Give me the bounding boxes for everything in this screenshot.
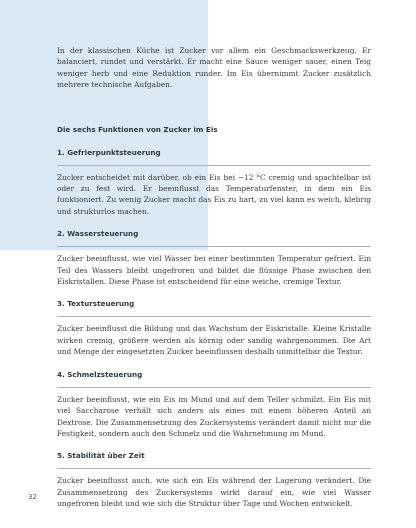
function-2-text: Zucker beeinflusst, wie viel Wasser bei einer bestimmten Temperatur gefriert. Ein Teil des Wassers bleibt ungefroren und bildet die flüssige Phase zwischen den Eiskristallen. Diese Phase ist entscheidend für eine weiche, cremige Textur. xyxy=(57,254,371,287)
function-3-text: Zucker beeinflusst die Bildung und das Wachstum der Eiskristalle. Kleine Kristalle wirken cremig, größere werden als körnig oder sandig wahrgenommen. Die Art und Menge der eingesetzten Zucker beeinflussen deshalb unmittelbar die Textur. xyxy=(57,324,371,357)
function-5-rule xyxy=(57,468,371,469)
page-content xyxy=(57,45,371,510)
function-2-rule xyxy=(57,246,371,247)
function-4-text: Zucker beeinflusst, wie ein Eis im Mund und auf dem Teller schmilzt. Ein Eis mit viel Saccharose verhält sich anders als eines mit einem höheren Anteil an Dextrose. Die Zusammensetzung des Zuckersystems verändert damit nicht nur die Festigkeit, sondern auch den Schmelz und die Wahrnehmung im Mund. xyxy=(57,394,371,438)
function-5-text: Zucker beeinflusst auch, wie sich ein Eis während der Lagerung verändert. Die Zusammensetzung des Zuckersystems wirkt darauf ein, wie viel Wasser ungefroren bleibt und wie sich die Struktur über Tage und Wochen entwickelt. xyxy=(57,476,371,509)
function-3-rule xyxy=(57,316,371,317)
function-2-heading: 2. Wassersteuerung xyxy=(57,229,139,239)
function-5-heading: 5. Stabilität über Zeit xyxy=(57,451,145,461)
section-title: Die sechs Funktionen von Zucker im Eis xyxy=(57,124,218,134)
page-number: 32 xyxy=(28,493,37,501)
intro-paragraph: In der klassischen Küche ist Zucker vor allem ein Geschmackswerkzeug. Er balanciert, rundet und verstärkt. Er macht eine Sauce weniger sauer, einen Teig weniger herb und eine Reduktion runder. Im Eis übernimmt Zucker zusätzlich mehrere technische Aufgaben. xyxy=(57,46,371,90)
function-1-text: Zucker entscheidet mit darüber, ob ein Eis bei −12 °C cremig und spachtelbar ist oder zu fest wird. Er beeinflusst das Temperaturfenster, in dem ein Eis funktioniert. Zu wenig Zucker macht das Eis zu hart, zu viel kann es weich, klebrig und strukturlos machen. xyxy=(57,172,371,216)
function-4-rule xyxy=(57,387,371,388)
function-1-rule xyxy=(57,165,371,166)
function-4-heading: 4. Schmelzsteuerung xyxy=(57,369,143,379)
function-3-heading: 3. Textursteuerung xyxy=(57,299,135,309)
function-1-heading: 1. Gefrierpunktsteuerung xyxy=(57,147,161,157)
